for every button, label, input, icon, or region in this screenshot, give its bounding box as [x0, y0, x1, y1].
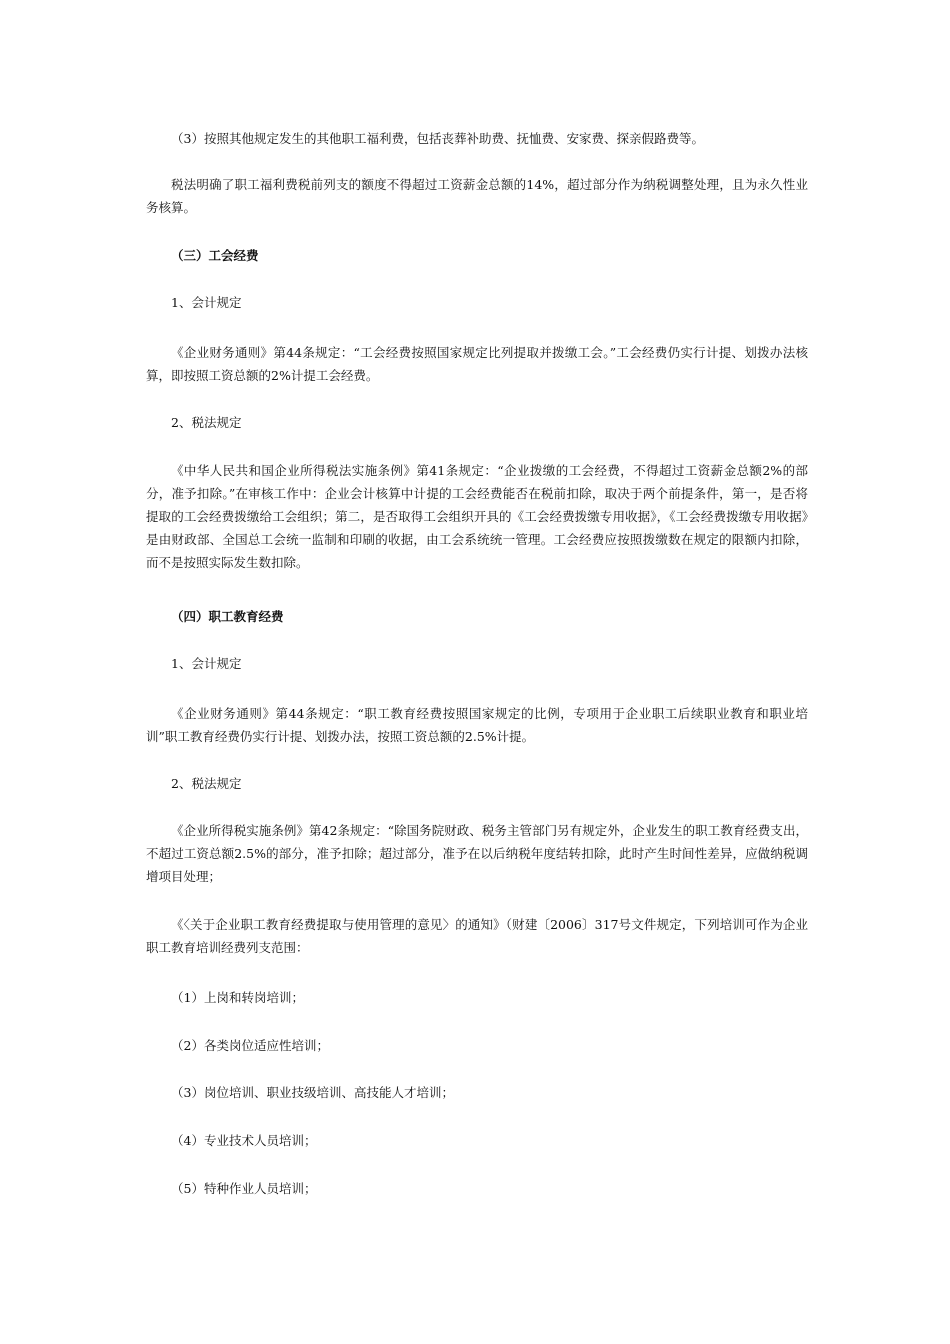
paragraph-education-fee-tax: 《企业所得税实施条例》第42条规定：“除国务院财政、税务主管部门另有规定外，企业发生的职工教育经费支出，不超过工资总额2.5%的部分，准予扣除；超过部分，准予在以后纳税年度结转扣除，此时产生时间性差异，应做纳税调增项目处理； [146, 823, 808, 884]
paragraph-other-welfare-expenses: （3）按照其他规定发生的其他职工福利费，包括丧葬补助费、抚恤费、安家费、探亲假路费等。 [171, 131, 704, 146]
subheading-tax-rules: 2、税法规定 [171, 415, 242, 430]
subheading-accounting-rules: 1、会计规定 [171, 656, 242, 671]
paragraph-training-scope-notice: 《〈关于企业职工教育经费提取与使用管理的意见〉的通知》（财建〔2006〕317号文件规定，下列培训可作为企业职工教育培训经费列支范围： [146, 917, 808, 955]
list-item-training-4: （4）专业技术人员培训； [171, 1133, 317, 1148]
paragraph-welfare-tax-limit: 税法明确了职工福利费税前列支的额度不得超过工资薪金总额的14%，超过部分作为纳税调整处理，且为永久性业务核算。 [146, 177, 808, 215]
list-item-training-2: （2）各类岗位适应性培训； [171, 1038, 329, 1053]
paragraph-union-fee-accounting: 《企业财务通则》第44条规定：“工会经费按照国家规定比列提取并拨缴工会。”工会经费仍实行计提、划拨办法核算，即按照工资总额的2%计提工会经费。 [146, 345, 808, 383]
subheading-accounting-rules: 1、会计规定 [171, 295, 242, 310]
list-item-training-1: （1）上岗和转岗培训； [171, 990, 304, 1005]
paragraph-education-fee-accounting: 《企业财务通则》第44条规定：“职工教育经费按照国家规定的比例，专项用于企业职工后续职业教育和职业培训”职工教育经费仍实行计提、划拨办法，按照工资总额的2.5%计提。 [146, 706, 808, 744]
list-item-training-3: （3）岗位培训、职业技级培训、高技能人才培训； [171, 1085, 454, 1100]
section-heading-union-fees: （三）工会经费 [171, 248, 259, 263]
paragraph-union-fee-tax: 《中华人民共和国企业所得税法实施条例》第41条规定：“企业拨缴的工会经费，不得超过工资薪金总额2%的部分，准予扣除。”在审核工作中：企业会计核算中计提的工会经费能否在税前扣除，取决于两个前提条件，第一，是否将提取的工会经费拨缴给工会组织；第二，是否取得工会组织开具的《工会经费拨缴专用收据》，《工会经费拨缴专用收据》是由财政部、全国总工会统一监制和印刷的收据，由工会系统统一管理。工会经费应按照拨缴数在规定的限额内扣除，而不是按照实际发生数扣除。 [146, 463, 808, 570]
list-item-training-5: （5）特种作业人员培训； [171, 1181, 317, 1196]
section-heading-education-fees: （四）职工教育经费 [171, 609, 284, 624]
subheading-tax-rules: 2、税法规定 [171, 776, 242, 791]
